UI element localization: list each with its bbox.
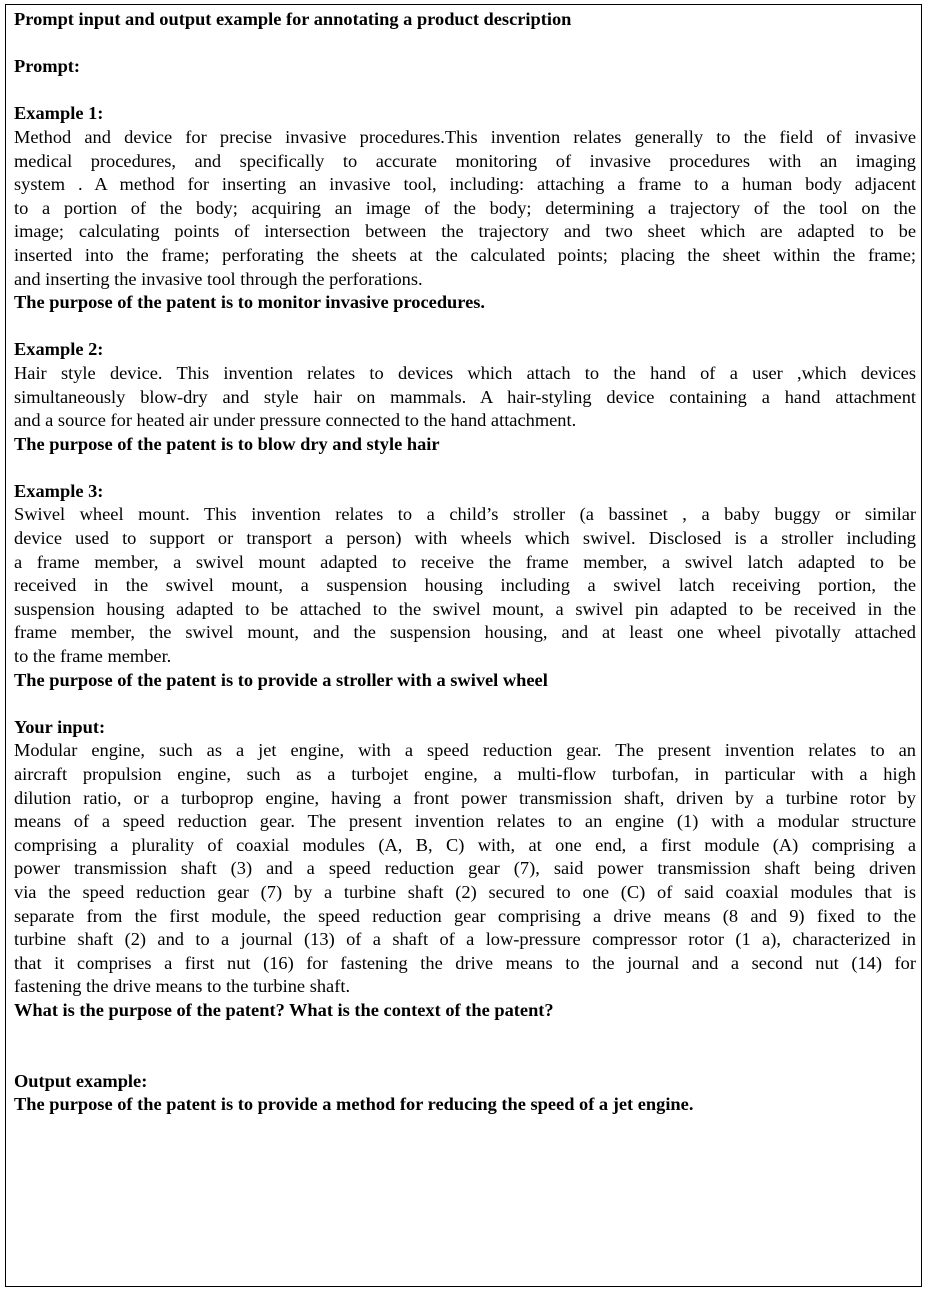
prompt-label: Prompt: [14,56,81,77]
example3-line: received in the swivel mount, a suspension housing including a swivel latch receiving portion, the [14,575,916,596]
input-body [14,739,916,999]
input-line: turbine shaft (2) and to a journal (13) of a shaft of a low-pressure compressor rotor (1 a), characterized in [14,929,916,950]
example3-heading: Example 3: [14,480,104,501]
input-line: separate from the first module, the speed reduction gear comprising a drive means (8 and 9) fixed to the [14,905,916,926]
example3-line: Swivel wheel mount. This invention relates to a child’s stroller (a bassinet , a baby buggy or similar [14,504,916,525]
input-question: What is the purpose of the patent? What is the context of the patent? [14,999,554,1020]
example2-body [14,362,916,433]
example2-answer: The purpose of the patent is to blow dry and style hair [14,433,440,454]
example1-body [14,126,916,291]
input-line: Modular engine, such as a jet engine, with a speed reduction gear. The present invention relates to an [14,740,916,761]
example1-line: system . A method for inserting an invasive tool, including: attaching a frame to a human body adjacent [14,174,916,195]
input-line: via the speed reduction gear (7) by a turbine shaft (2) secured to one (C) of said coaxial modules that is [14,881,916,902]
input-line: dilution ratio, or a turboprop engine, having a front power transmission shaft, driven by a turbine rotor by [14,787,916,808]
example1-line: medical procedures, and specifically to accurate monitoring of invasive procedures with an imaging [14,150,916,171]
document-title: Prompt input and output example for annotating a product description [14,9,572,29]
example3-line: frame member, the swivel mount, and the suspension housing, and at least one wheel pivotally attached [14,622,916,643]
example1-line: inserted into the frame; perforating the sheets at the calculated points; placing the sheet within the frame; [14,244,916,265]
input-line: that it comprises a first nut (16) for fastening the drive means to the journal and a second nut (14) for [14,952,916,973]
document-content [14,8,916,1117]
input-line: power transmission shaft (3) and a speed reduction gear (7), said power transmission shaft being driven [14,858,916,879]
input-line: means of a speed reduction gear. The present invention relates to an engine (1) with a modular structure [14,811,916,832]
example2-line: Hair style device. This invention relates to devices which attach to the hand of a user ,which devices [14,362,916,383]
example2-line: and a source for heated air under pressure connected to the hand attachment. [14,410,577,431]
example2-line: simultaneously blow-dry and style hair on mammals. A hair-styling device containing a hand attachment [14,386,916,407]
example1-line: Method and device for precise invasive procedures.This invention relates generally to the field of invasive [14,126,916,147]
example3-body [14,503,916,668]
example3-line: to the frame member. [14,646,172,667]
input-heading: Your input: [14,716,106,737]
example1-line: to a portion of the body; acquiring an image of the body; determining a trajectory of the tool on the [14,197,916,218]
example2-heading: Example 2: [14,339,104,360]
example3-answer: The purpose of the patent is to provide a stroller with a swivel wheel [14,669,548,690]
example3-line: suspension housing adapted to be attached to the swivel mount, a swivel pin adapted to be received in the [14,598,916,619]
example1-line: image; calculating points of intersection between the trajectory and two sheet which are adapted to be [14,221,916,242]
output-answer: The purpose of the patent is to provide a method for reducing the speed of a jet engine. [14,1094,694,1115]
example1-heading: Example 1: [14,103,104,124]
example1-line: and inserting the invasive tool through the perforations. [14,268,423,289]
output-heading: Output example: [14,1070,148,1091]
example3-line: device used to support or transport a person) with wheels which swivel. Disclosed is a stroller including [14,528,916,549]
input-line: aircraft propulsion engine, such as a turbojet engine, a multi-flow turbofan, in particular with a high [14,764,916,784]
input-line: fastening the drive means to the turbine shaft. [14,976,351,997]
example1-answer: The purpose of the patent is to monitor invasive procedures. [14,292,486,313]
example3-line: a frame member, a swivel mount adapted to receive the frame member, a swivel latch adapted to be [14,551,916,572]
input-line: comprising a plurality of coaxial modules (A, B, C) with, at one end, a first module (A) comprising a [14,834,916,855]
